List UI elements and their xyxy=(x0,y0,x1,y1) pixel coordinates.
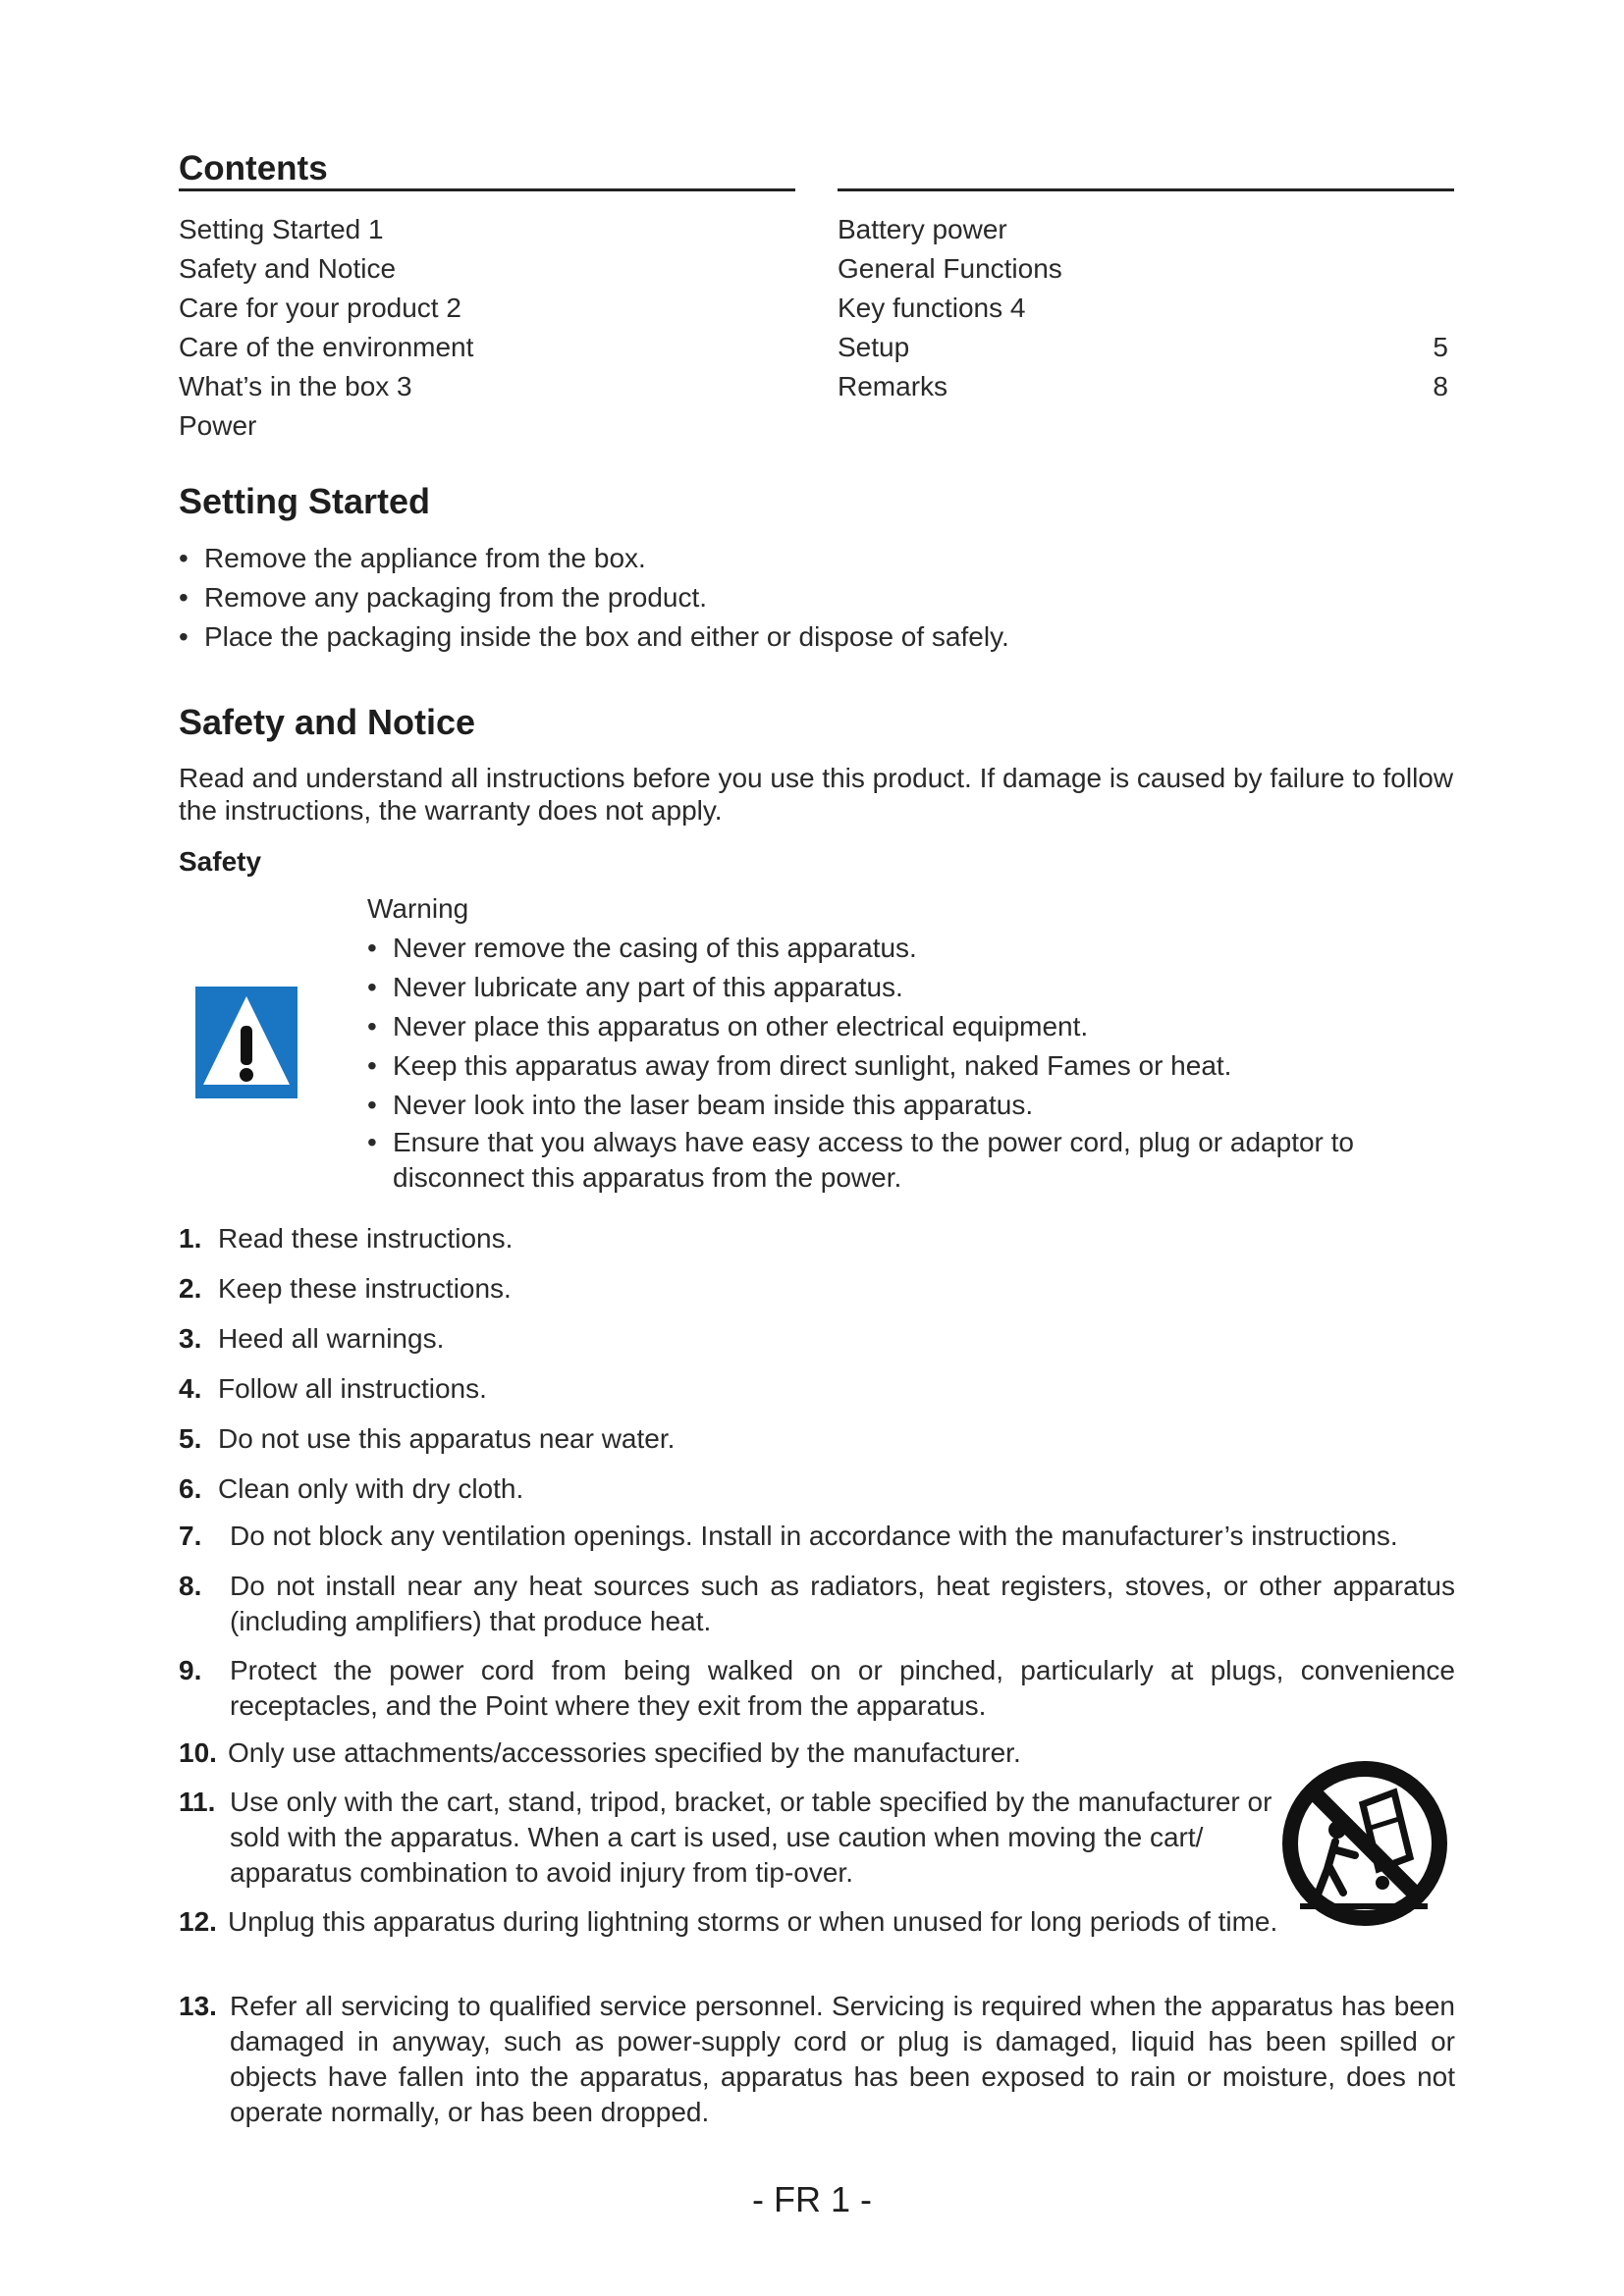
toc-entry[interactable]: Care for your product 2 xyxy=(179,293,461,323)
toc-entry[interactable]: Power xyxy=(179,410,257,441)
safety-notice-title: Safety and Notice xyxy=(179,702,476,742)
toc-entry[interactable]: Care of the environment xyxy=(179,332,474,362)
warning-item: • Never place this apparatus on other electrical equipment. xyxy=(367,1007,1457,1046)
warning-item: • Never look into the laser beam inside this apparatus. xyxy=(367,1086,1457,1125)
warning-item: • Never remove the casing of this apparatus. xyxy=(367,929,1457,968)
list-item: 11. Use only with the cart, stand, tripod, bracket, or table specified by the manufacturer or sold with the apparatus. When a cart is used, use caution when moving the cart/ apparatus combination to avoid injury from tip-over. xyxy=(179,1787,1272,1888)
warning-list xyxy=(367,929,1457,1196)
list-item: 4. Follow all instructions. xyxy=(179,1373,487,1404)
toc-entry[interactable]: What’s in the box 3 xyxy=(179,371,412,401)
toc-entry[interactable]: General Functions xyxy=(838,253,1062,284)
list-item: 8. Do not install near any heat sources such as radiators, heat registers, stoves, or other apparatus (including amplifiers) that produce heat. xyxy=(179,1571,1455,1636)
contents-title: Contents xyxy=(179,149,328,187)
toc-entry[interactable]: Key functions 4 xyxy=(838,293,1026,323)
warning-block xyxy=(367,889,1457,1196)
list-item: 3. Heed all warnings. xyxy=(179,1323,445,1354)
list-item: 1. Read these instructions. xyxy=(179,1223,514,1254)
list-item: • Place the packaging inside the box and either or dispose of safely. xyxy=(179,617,1455,657)
list-item: 13. Refer all servicing to qualified service personnel. Servicing is required when the apparatus has been damaged in anyway, such as power-supply cord or plug is damaged, liquid has been spilled or objects have fallen into the apparatus, apparatus has been exposed to rain or moisture, does not operate normally, or has been dropped. xyxy=(179,1991,1455,2127)
list-item: 6. Clean only with dry cloth. xyxy=(179,1473,524,1504)
toc-entry[interactable]: Safety and Notice xyxy=(179,253,397,284)
toc-page-number: 8 xyxy=(1433,371,1448,401)
toc-entry[interactable]: Setting Started 1 xyxy=(179,214,384,244)
warning-item: • Ensure that you always have easy access to the power cord, plug or adaptor to disconnect this apparatus from the power. xyxy=(367,1125,1457,1196)
list-item: 9. Protect the power cord from being walked on or pinched, particularly at plugs, convenience receptacles, and the Point where they exit from the apparatus. xyxy=(179,1655,1455,1721)
page-number: - FR 1 - xyxy=(752,2179,872,2219)
warning-triangle-icon xyxy=(195,987,298,1098)
toc-page-number: 5 xyxy=(1433,332,1448,362)
list-item: • Remove any packaging from the product. xyxy=(179,578,1455,617)
contents-left-column xyxy=(179,210,729,446)
list-item: 12. Unplug this apparatus during lightning storms or when unused for long periods of time. xyxy=(179,1906,1278,1937)
cart-tipover-warning-icon xyxy=(1280,1759,1455,1934)
toc-entry[interactable]: Battery power xyxy=(838,214,1007,244)
setting-started-title: Setting Started xyxy=(179,481,431,521)
list-item: 5. Do not use this apparatus near water. xyxy=(179,1423,676,1454)
contents-rule-left xyxy=(179,188,795,191)
list-item: 2. Keep these instructions. xyxy=(179,1273,512,1304)
safety-intro: Read and understand all instructions before you use this product. If damage is caused by failure to follow the instructions, the warranty does not apply. xyxy=(179,763,1454,826)
warning-item: • Keep this apparatus away from direct sunlight, naked Fames or heat. xyxy=(367,1046,1457,1086)
toc-entry[interactable]: Remarks 8 xyxy=(838,367,1448,406)
setting-started-list xyxy=(179,539,1455,657)
safety-label: Safety xyxy=(179,846,262,877)
contents-rule-right xyxy=(838,188,1454,191)
list-item: 7. Do not block any ventilation openings. Install in accordance with the manufacturer’s instructions. xyxy=(179,1521,1398,1551)
list-item: 10. Only use attachments/accessories specified by the manufacturer. xyxy=(179,1737,1021,1768)
toc-entry[interactable]: Setup 5 xyxy=(838,328,1448,367)
warning-item: • Never lubricate any part of this apparatus. xyxy=(367,968,1457,1007)
warning-label: Warning xyxy=(367,893,469,924)
list-item: • Remove the appliance from the box. xyxy=(179,539,1455,578)
contents-right-column xyxy=(838,210,1448,406)
